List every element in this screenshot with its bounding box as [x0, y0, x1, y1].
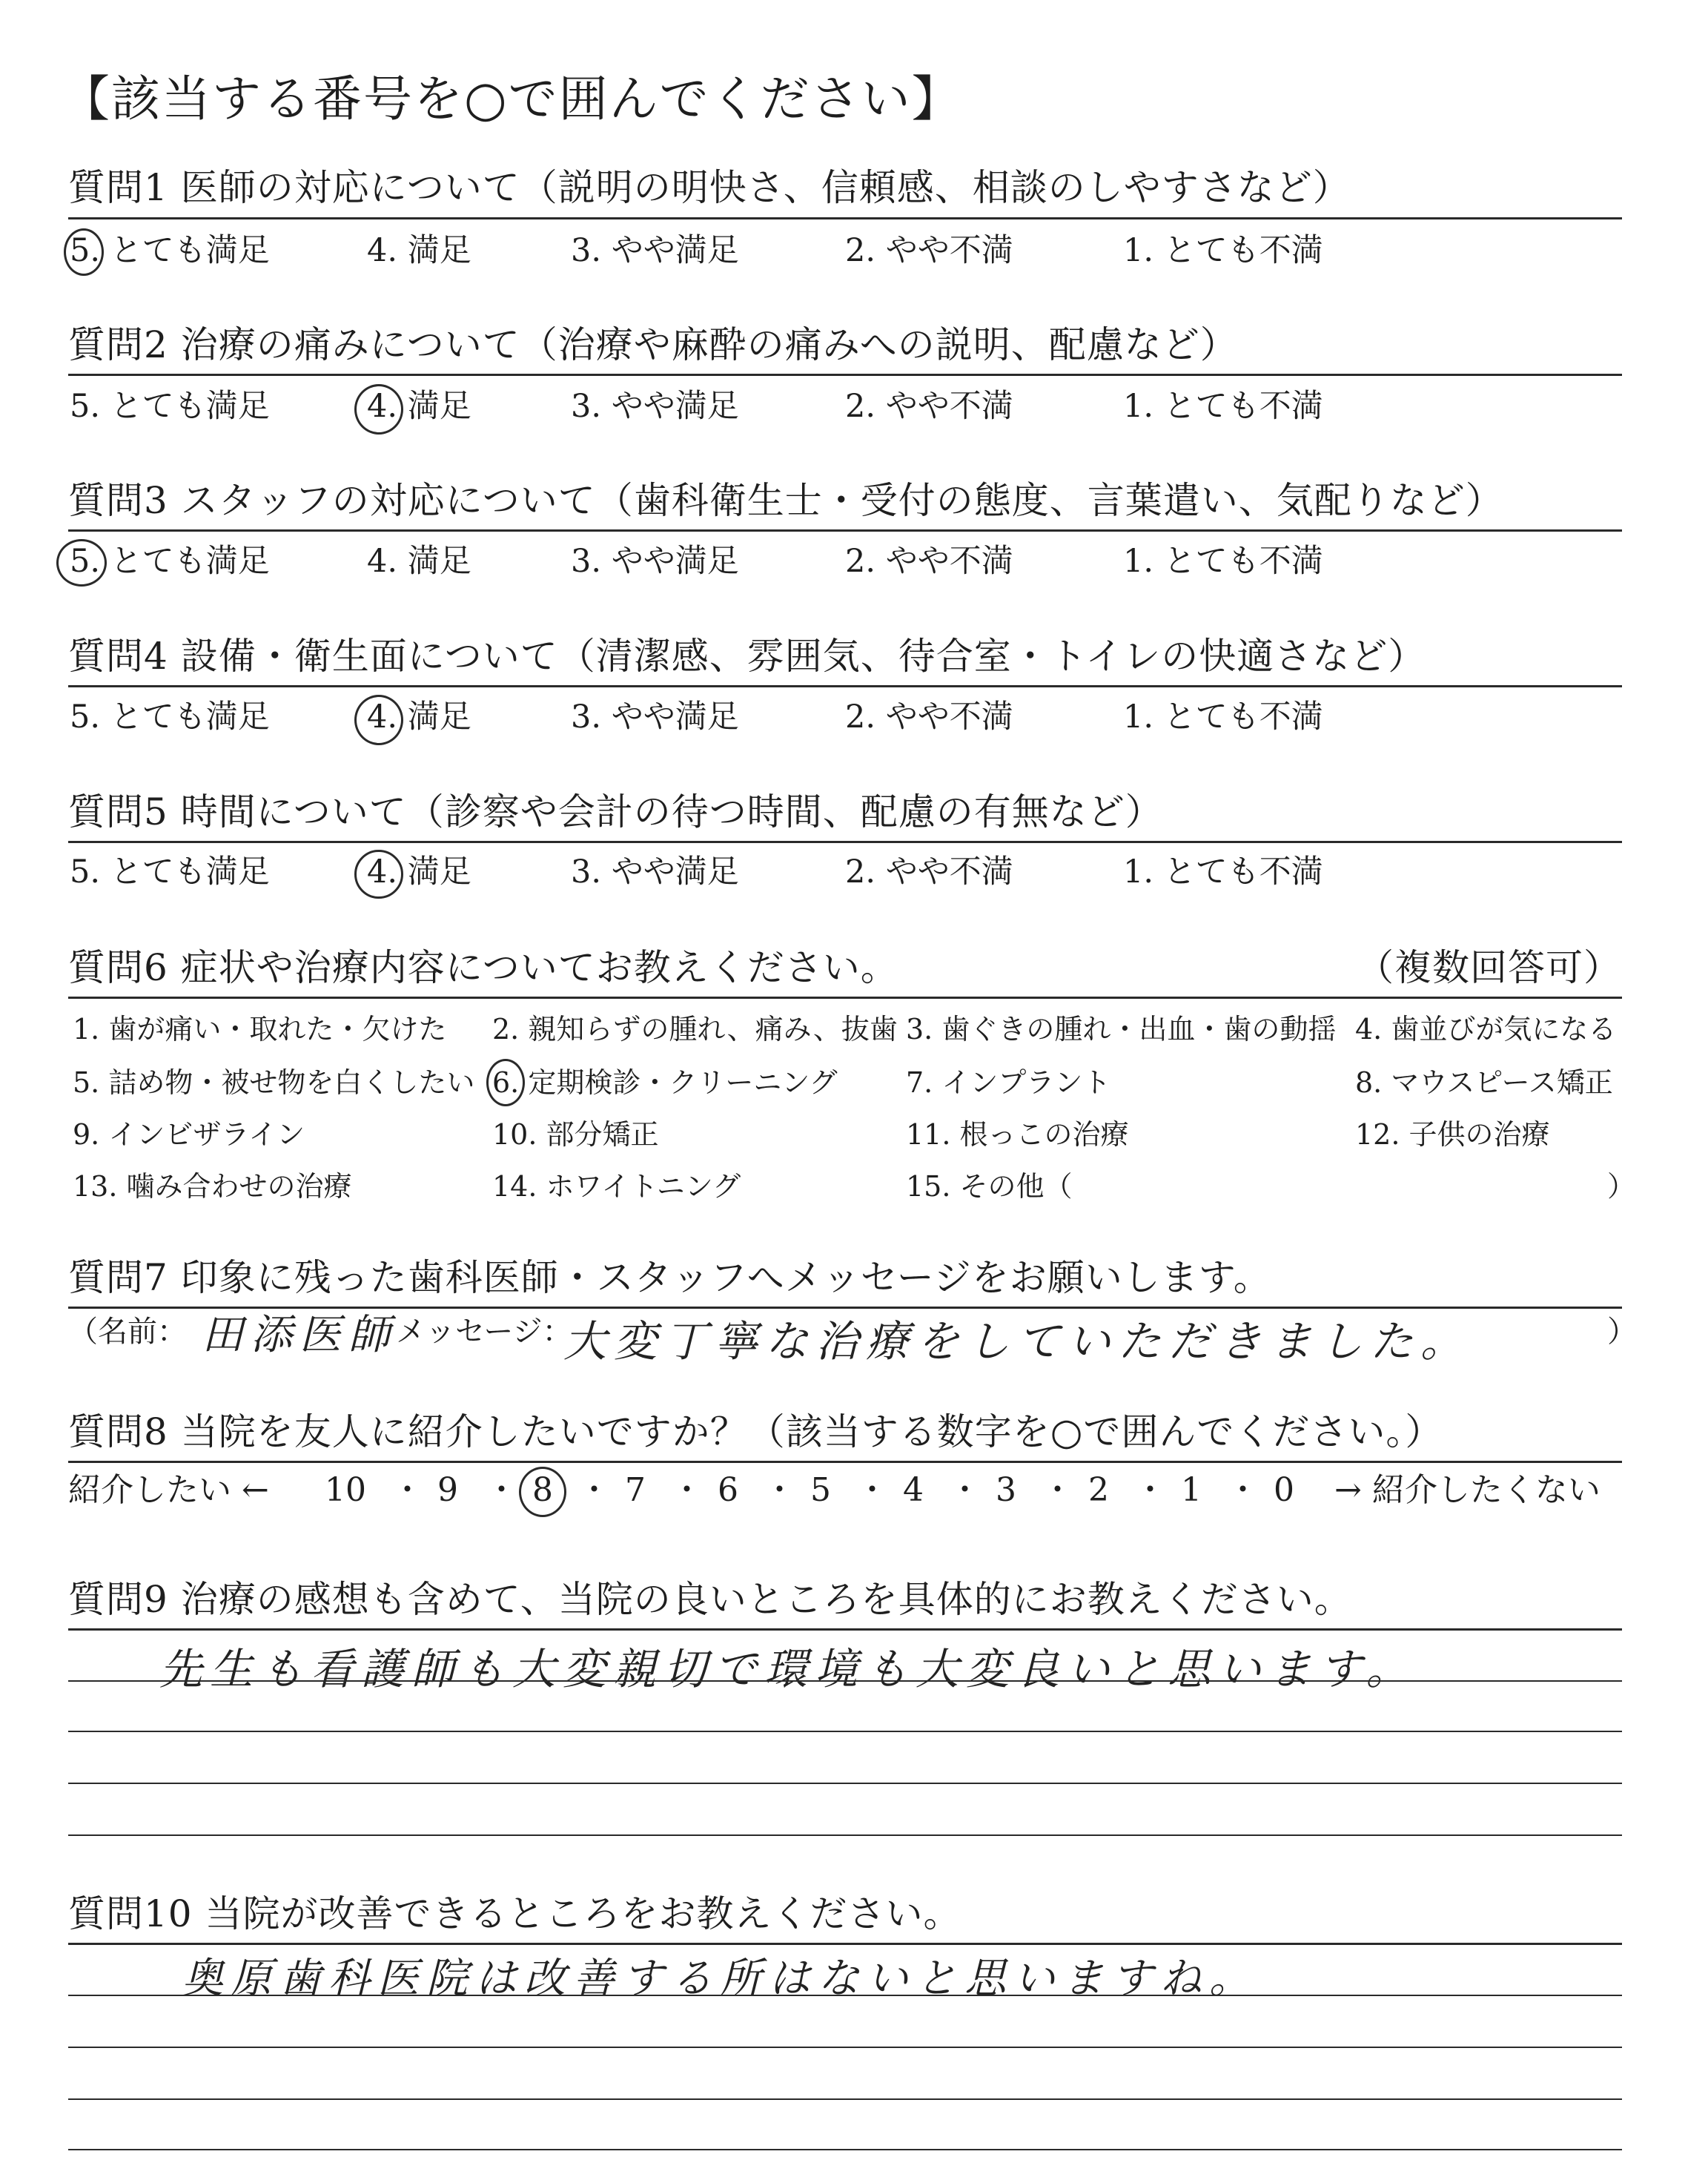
q8-scale-3[interactable]: 3 — [996, 1471, 1016, 1509]
q4-selection-circle — [354, 695, 403, 745]
q7-message-label: メッセージ： — [396, 1315, 572, 1349]
q9-writing-line — [68, 1680, 1622, 1682]
q6-item-15[interactable]: 15. その他（ — [906, 1170, 1073, 1203]
q1-option-5[interactable]: 5. とても満足 — [70, 232, 270, 269]
q4-option-4[interactable]: 4. 満足 — [367, 698, 471, 736]
q8-scale-6[interactable]: 6 — [718, 1471, 738, 1509]
question-3-title: 質問3 スタッフの対応について（歯科衛生士・受付の態度、言葉遣い、気配りなど） — [68, 479, 1503, 522]
q2-selection-circle — [354, 384, 403, 435]
q6-item-9[interactable]: 9. インビザライン — [73, 1118, 305, 1151]
q8-right-label: → 紹介したくない — [1334, 1471, 1601, 1509]
q4-option-2[interactable]: 2. やや不満 — [845, 698, 1013, 736]
q1-option-2[interactable]: 2. やや不満 — [845, 232, 1013, 269]
q6-item-11[interactable]: 11. 根っこの治療 — [906, 1118, 1129, 1151]
q2-option-2[interactable]: 2. やや不満 — [845, 388, 1013, 425]
question-6-title: 質問6 症状や治療内容についてお教えください。 — [68, 946, 898, 989]
q4-option-3[interactable]: 3. やや満足 — [571, 698, 739, 736]
q8-separator: ・ — [1042, 1472, 1073, 1509]
q10-writing-line — [68, 2149, 1622, 2150]
q5-option-5[interactable]: 5. とても満足 — [70, 853, 270, 891]
q8-separator: ・ — [856, 1472, 888, 1509]
q6-item-13[interactable]: 13. 噛み合わせの治療 — [73, 1170, 352, 1203]
q8-separator: ・ — [671, 1472, 703, 1509]
q5-option-4[interactable]: 4. 満足 — [367, 853, 471, 891]
q5-option-3[interactable]: 3. やや満足 — [571, 853, 739, 891]
q1-option-1[interactable]: 1. とても不満 — [1123, 232, 1323, 269]
q6-item-3[interactable]: 3. 歯ぐきの腫れ・出血・歯の動揺 — [906, 1013, 1337, 1046]
question-3-rule — [68, 529, 1622, 532]
q6-item-6[interactable]: 6. 定期検診・クリーニング — [492, 1066, 838, 1099]
question-7-title: 質問7 印象に残った歯科医師・スタッフへメッセージをお願いします。 — [68, 1256, 1271, 1299]
q8-scale-0[interactable]: 0 — [1274, 1471, 1294, 1509]
q9-writing-line — [68, 1783, 1622, 1784]
q3-option-5[interactable]: 5. とても満足 — [70, 543, 270, 580]
q9-answer-handwritten[interactable]: 先生も看護師も大変親切で環境も大変良いと思います。 — [159, 1644, 1417, 1694]
q4-option-1[interactable]: 1. とても不満 — [1123, 698, 1323, 736]
q1-option-3[interactable]: 3. やや満足 — [571, 232, 739, 269]
form-header: 【該当する番号を○で囲んでください】 — [61, 70, 962, 128]
q9-writing-line — [68, 1834, 1622, 1836]
q6-item-1[interactable]: 1. 歯が痛い・取れた・欠けた — [73, 1013, 447, 1046]
q7-close-paren: ） — [1607, 1315, 1637, 1349]
q6-item-12[interactable]: 12. 子供の治療 — [1355, 1118, 1550, 1151]
question-9-title: 質問9 治療の感想も含めて、当院の良いところを具体的にお教えください。 — [68, 1578, 1352, 1621]
q6-item-7[interactable]: 7. インプラント — [906, 1066, 1111, 1099]
q3-option-4[interactable]: 4. 満足 — [367, 543, 471, 580]
q5-selection-circle — [354, 850, 403, 899]
q4-option-5[interactable]: 5. とても満足 — [70, 698, 270, 736]
question-8-rule — [68, 1461, 1622, 1463]
q8-separator: ・ — [764, 1472, 795, 1509]
q10-writing-line — [68, 1995, 1622, 1996]
q3-option-2[interactable]: 2. やや不満 — [845, 543, 1013, 580]
q10-writing-line — [68, 2098, 1622, 2100]
q2-option-5[interactable]: 5. とても満足 — [70, 388, 270, 425]
question-6-note: （複数回答可） — [1357, 946, 1621, 989]
question-4-title: 質問4 設備・衛生面について（清潔感、雰囲気、待合室・トイレの快適さなど） — [68, 635, 1426, 678]
q2-option-1[interactable]: 1. とても不満 — [1123, 388, 1323, 425]
q3-option-1[interactable]: 1. とても不満 — [1123, 543, 1323, 580]
q8-separator: ・ — [949, 1472, 981, 1509]
question-2-title: 質問2 治療の痛みについて（治療や麻酔の痛みへの説明、配慮など） — [68, 323, 1238, 366]
q1-selection-circle — [64, 228, 104, 276]
q7-name-handwritten[interactable]: 田添医師 — [202, 1311, 397, 1359]
q6-item-4[interactable]: 4. 歯並びが気になる — [1355, 1013, 1617, 1046]
q6-item-8[interactable]: 8. マウスピース矯正 — [1355, 1066, 1613, 1099]
q6-item-2[interactable]: 2. 親知らずの腫れ、痛み、抜歯 — [492, 1013, 898, 1046]
q2-option-4[interactable]: 4. 満足 — [367, 388, 471, 425]
question-5-title: 質問5 時間について（診察や会計の待つ時間、配慮の有無など） — [68, 790, 1163, 833]
q8-left-label: 紹介したい ← — [68, 1471, 269, 1509]
q6-selection-circle — [486, 1059, 525, 1106]
q1-option-4[interactable]: 4. 満足 — [367, 232, 471, 269]
q8-scale-2[interactable]: 2 — [1088, 1471, 1109, 1509]
q2-option-3[interactable]: 3. やや満足 — [571, 388, 739, 425]
q8-separator: ・ — [391, 1472, 423, 1509]
q8-scale-10[interactable]: 10 — [325, 1471, 366, 1509]
q8-separator: ・ — [1134, 1472, 1166, 1509]
q10-answer-handwritten[interactable]: 奥原歯科医院は改善する所はないと思いますね。 — [182, 1955, 1258, 2003]
question-10-title: 質問10 当院が改善できるところをお教えください。 — [68, 1892, 961, 1935]
q8-scale-8[interactable]: 8 — [532, 1471, 553, 1509]
question-2-rule — [68, 374, 1622, 376]
question-10-rule — [68, 1943, 1622, 1945]
question-8-title: 質問8 当院を友人に紹介したいですか？（該当する数字を○で囲んでください。） — [68, 1410, 1443, 1453]
q8-separator: ・ — [486, 1472, 517, 1509]
q8-separator: ・ — [578, 1472, 610, 1509]
q7-message-handwritten[interactable]: 大変丁寧な治療をしていただきました。 — [563, 1316, 1472, 1367]
q8-separator: ・ — [1227, 1472, 1259, 1509]
q5-option-1[interactable]: 1. とても不満 — [1123, 853, 1323, 891]
q6-item-14[interactable]: 14. ホワイトニング — [492, 1170, 741, 1203]
q8-scale-4[interactable]: 4 — [903, 1471, 924, 1509]
q8-scale-1[interactable]: 1 — [1181, 1471, 1202, 1509]
q8-selection-circle — [519, 1467, 566, 1517]
q3-option-3[interactable]: 3. やや満足 — [571, 543, 739, 580]
q8-scale-5[interactable]: 5 — [810, 1471, 831, 1509]
q7-name-label: （名前： — [68, 1315, 187, 1349]
q8-scale-9[interactable]: 9 — [437, 1471, 458, 1509]
q3-selection-circle — [56, 539, 107, 587]
q5-option-2[interactable]: 2. やや不満 — [845, 853, 1013, 891]
q6-item-5[interactable]: 5. 詰め物・被せ物を白くしたい — [73, 1066, 475, 1099]
question-1-title: 質問1 医師の対応について（説明の明快さ、信頼感、相談のしやすさなど） — [68, 166, 1351, 209]
question-5-rule — [68, 841, 1622, 843]
question-6-rule — [68, 997, 1622, 999]
question-9-rule — [68, 1628, 1622, 1631]
question-1-rule — [68, 217, 1622, 219]
question-4-rule — [68, 685, 1622, 687]
q10-writing-line — [68, 2047, 1622, 2048]
q9-writing-line — [68, 1731, 1622, 1732]
q8-scale-7[interactable]: 7 — [625, 1471, 646, 1509]
q6-other-close-paren: ） — [1607, 1170, 1636, 1203]
q6-item-10[interactable]: 10. 部分矯正 — [492, 1118, 659, 1151]
